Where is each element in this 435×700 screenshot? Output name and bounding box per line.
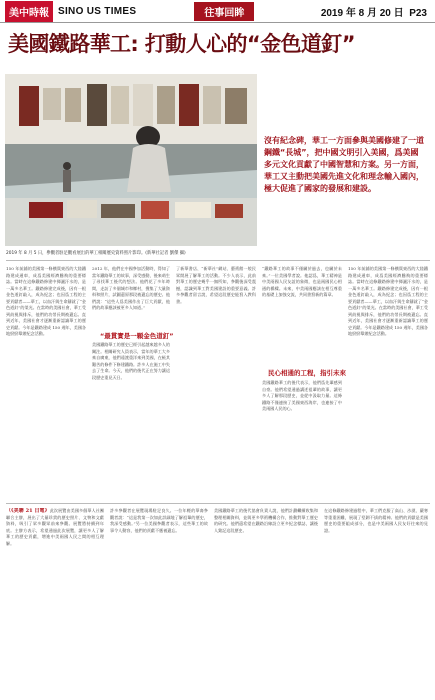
exhibition-photo-illustration <box>5 74 257 246</box>
bottom-column-3: 美國鐵路華工的後代協會負責人說，他們計劃繼續收集和整理相關資料，並與更多學術機構合作，推動對華工歷史的研究。他們還希望在鐵路沿線設立更多紀念標誌，讓後人銘記這段歷史。 <box>214 508 318 533</box>
exhibition-photo <box>5 74 257 246</box>
headline: 美國鐵路華工: 打動人心的“金色道釘” <box>8 32 355 56</box>
article-column-4: 了新華書店、“新華社”網站、藝術館一般民眾開展了解華工的活動。不少人表示，此前對華工的歷史幾乎一無所知，參觀後深受震撼，認識到華工對美國建設的重要意義。許多參觀者留言說，希望這段歷史能寫入教科書。 <box>176 266 256 304</box>
subhead-future: 民心相通的工程，指引未來 <box>268 369 346 377</box>
section-badge: 往事回眸 <box>194 2 254 21</box>
date-text: 2019 年 8 月 20 日 <box>320 7 404 19</box>
issue-date <box>321 4 427 19</box>
bottom-dateline: （《美聯 21 日電》 <box>6 508 50 514</box>
article-column-2: 2012 年，他們在中國參加活動時，得知了當年鐵路華工的故事，深受感動，後來萌生了尋找華工後代的想法。他們花了多年時間，走訪了多個城市和鄉村，搜集了大量資料和照片，試圖還原那段被遺忘的歷史。他們說：“這些人爲美國作出了巨大貢獻，他們的故事應該被更多人知道。” <box>92 266 170 310</box>
pull-quote: 沒有紀念碑，華工一方面參與美國修建了一道鋼鐵“長城”，把中國文明引入美國，爲美國多元文化貢獻了中國智慧和方案。另一方面，華工又主動把美國先進文化和理念輸入國內，極大促進了國家的發展和建設。 <box>264 136 424 193</box>
bottom-column-1 <box>6 508 104 696</box>
article-column-5: “鐵路華工的故事不僅屬於過去，也屬於未來。”一位美國學者說。他認爲，華工精神是中美兩國人民友誼的象徵，也是兩國民心相通的橋樑。未來，中美兩國應該在相互尊重的基礎上加強交流，共同書寫新的篇章。 <box>262 266 342 297</box>
article-column-7: 150 年前鋪的美國第一條橫貫東西的大陸鐵路建成通車，成爲美國經濟騰飛的重要標誌。當時在這條鐵路修建中揮灑汗水的，是一萬多名華工。鐵路修建完成後，因有一根金色道釘敲入，成為紀念；也因爲工程的主要貢獻者——華工，以血汗與生命鑄就了“金色道釘”的榮光。在當時的美國社會，華工受到歧視與排斥，他們的功勞長期被遺忘。直到近年，美國社會才逐漸重新認識華工的歷史貢獻。今年是鐵路建成 150 週年，美國各地紛紛舉辦紀念活動。 <box>348 266 428 336</box>
subhead-golden-spike: “最貫實是一顆金色道釘” <box>100 332 174 340</box>
bottom-column-4: 在這條鐵路修建過程中，華工們克服了高山、沙漠、嚴寒等重重困難，展現了堅韌不拔的精神。他們的貢獻是美國歷史的重要組成部分，也是中美兩國人民友好往來的見證。 <box>324 508 428 533</box>
article-column-6: 美國鐵路華工的後代表示，他們爲先輩感到自豪。他們希望通過講述祖輩的故事，讓更多人了解那段歷史，並從中汲取力量。這條鐵路不僅連接了美國東西海岸，也連接了中美兩國人民的心。 <box>262 380 342 411</box>
paper-name: SINO US TIMES <box>58 5 137 17</box>
bottom-text-1: 此次展覽由美國多個華人社團聯合主辦，展出了大量珍貴的歷史照片、文物和文獻資料，吸引了眾多觀眾前來參觀。展覽將持續到年底。主辦方表示，希望通過此次展覽，讓更多人了解華工的歷史貢獻，增進中美兩國人民之間的相互理解。 <box>6 508 104 546</box>
divider <box>6 260 430 261</box>
divider-bottom <box>6 503 430 504</box>
newspaper-logo: 美中時報 <box>5 1 53 22</box>
bottom-column-2: 許多參觀者在展覽現場駐足良久。一位年輕的華裔參觀者說：“這是我第一次如此詳細地了解祖輩的歷史，我深受感動。”另一位美國參觀者表示，這些華工的故事令人動容，他們的貢獻不應被遺忘。 <box>110 508 208 533</box>
masthead <box>0 0 435 23</box>
page-number: P23 <box>409 7 427 19</box>
photo-caption: 2019 年 8 月 5 日，參觀者駐足觀看展出的華工相關歷史資料照片影印。(新華社記者 劉傑 攝) <box>6 251 186 256</box>
article-column-1: 150 年前鋪的美國第一條橫貫東西的大陸鐵路建成通車，成爲美國經濟騰飛的重要標誌。當時在這條鐵路修建中揮灑汗水的，是一萬多名華工。鐵路修建完成後，因有一根金色道釘敲入，成為紀念；也因爲工程的主要貢獻者——華工，以血汗與生命鑄就了“金色道釘”的榮光。在當時的美國社會，華工受到歧視與排斥，他們的功勞長期被遺忘。直到近年，美國社會才逐漸重新認識華工的歷史貢獻。今年是鐵路建成 150 週年，美國各地紛紛舉辦紀念活動。 <box>6 266 86 336</box>
article-column-3: 美國鐵路華工的歷史已經引起越來越多人的關注。相關研究人員表示，當年的華工大多來自廣東，他們遠渡重洋來到美國，在極其艱苦的條件下修建鐵路。許多人在施工中失去了生命。今天，他們的後代正在努力讓這段歷史重見天日。 <box>92 342 170 380</box>
